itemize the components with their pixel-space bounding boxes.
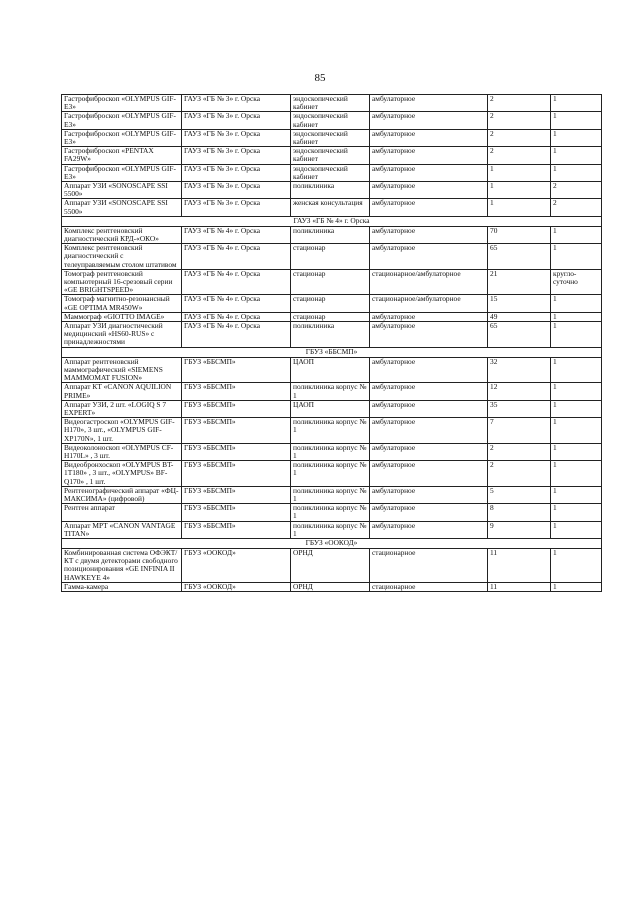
care-type-cell: стационарное/амбулаторное — [370, 295, 488, 312]
department-cell: эндоскопический кабинет — [291, 112, 370, 129]
organization-cell: ГАУЗ «ГБ № 3» г. Орска — [182, 182, 291, 199]
table-row — [62, 504, 602, 521]
department-cell: женская консультация — [291, 199, 370, 216]
equipment-name-cell: Аппарат УЗИ «SONOSCAPE SSI 5500» — [62, 182, 182, 199]
section-title: ГБУЗ «ООКОД» — [62, 538, 602, 548]
equipment-name-cell: Комплекс рентгеновский диагностический с телеуправляемым столом штативом — [62, 244, 182, 270]
organization-cell: ГБУЗ «ББСМП» — [182, 443, 291, 460]
department-cell: стационар — [291, 244, 370, 270]
table-row — [62, 461, 602, 487]
equipment-table — [61, 94, 602, 592]
equipment-name-cell: Томограф рентгеновский компьютерный 16-срезовый серии «GE BRIGHTSPEED» — [62, 269, 182, 295]
care-type-cell: амбулаторное — [370, 226, 488, 243]
equipment-name-cell: Гастрофиброскоп «OLYMPUS GIF-E3» — [62, 112, 182, 129]
equipment-name-cell: Видеогастроскоп «OLYMPUS GIF- H170», 3 шт., «OLYMPUS GIF- XP170N», 1 шт. — [62, 418, 182, 444]
care-type-cell: амбулаторное — [370, 521, 488, 538]
table-row — [62, 199, 602, 216]
section-header-row — [62, 216, 602, 226]
equipment-name-cell: Комбинированная система ОФЭКТ/КТ с двумя детекторами свободного позиционирования «GE INFINIA II HAWKEYE 4» — [62, 548, 182, 582]
equipment-name-cell: Видеобронхоскоп «OLYMPUS BT-1T180» , 3 шт., «OLYMPUS» BF-Q170» , 1 шт. — [62, 461, 182, 487]
organization-cell: ГБУЗ «ББСМП» — [182, 400, 291, 417]
table-row — [62, 418, 602, 444]
organization-cell: ГБУЗ «ББСМП» — [182, 486, 291, 503]
table-row — [62, 147, 602, 164]
care-type-cell: амбулаторное — [370, 112, 488, 129]
page-number: 85 — [314, 72, 326, 84]
table-row — [62, 269, 602, 295]
department-cell: поликлиника корпус № 1 — [291, 443, 370, 460]
care-type-cell: амбулаторное — [370, 199, 488, 216]
care-type-cell: амбулаторное — [370, 322, 488, 348]
department-cell: поликлиника корпус № 1 — [291, 521, 370, 538]
equipment-name-cell: Видеоколоноскоп «OLYMPUS CF- H170L» , 3 шт. — [62, 443, 182, 460]
load-cell: 2 — [488, 112, 551, 129]
load-cell: 32 — [488, 357, 551, 383]
organization-cell: ГАУЗ «ГБ № 3» г. Орска — [182, 164, 291, 181]
load-cell: 11 — [488, 582, 551, 591]
shifts-cell: 2 — [551, 182, 602, 199]
organization-cell: ГБУЗ «ББСМП» — [182, 521, 291, 538]
shifts-cell: 1 — [551, 357, 602, 383]
equipment-table-body — [62, 95, 602, 592]
table-row — [62, 164, 602, 181]
equipment-name-cell: Гастрофиброскоп «OLYMPUS GIF-E3» — [62, 129, 182, 146]
table-row — [62, 312, 602, 321]
shifts-cell: 1 — [551, 95, 602, 112]
shifts-cell: 1 — [551, 521, 602, 538]
load-cell: 1 — [488, 199, 551, 216]
care-type-cell: амбулаторное — [370, 461, 488, 487]
table-row — [62, 129, 602, 146]
shifts-cell: 1 — [551, 295, 602, 312]
load-cell: 5 — [488, 486, 551, 503]
department-cell: поликлиника корпус № 1 — [291, 418, 370, 444]
shifts-cell: 1 — [551, 164, 602, 181]
department-cell: поликлиника корпус № 1 — [291, 383, 370, 400]
section-header-row — [62, 347, 602, 357]
department-cell: эндоскопический кабинет — [291, 95, 370, 112]
care-type-cell: амбулаторное — [370, 400, 488, 417]
equipment-name-cell: Гастрофиброскоп «OLYMPUS GIF-E3» — [62, 164, 182, 181]
care-type-cell: амбулаторное — [370, 383, 488, 400]
table-row — [62, 182, 602, 199]
shifts-cell: 1 — [551, 486, 602, 503]
load-cell: 65 — [488, 244, 551, 270]
department-cell: ОРНД — [291, 582, 370, 591]
shifts-cell: 1 — [551, 322, 602, 348]
load-cell: 11 — [488, 548, 551, 582]
shifts-cell: 1 — [551, 461, 602, 487]
organization-cell: ГАУЗ «ГБ № 3» г. Орска — [182, 129, 291, 146]
shifts-cell: кругло-суточно — [551, 269, 602, 295]
shifts-cell: 1 — [551, 129, 602, 146]
care-type-cell: амбулаторное — [370, 443, 488, 460]
organization-cell: ГАУЗ «ГБ № 4» г. Орска — [182, 244, 291, 270]
organization-cell: ГБУЗ «ООКОД» — [182, 548, 291, 582]
department-cell: эндоскопический кабинет — [291, 147, 370, 164]
table-row — [62, 582, 602, 591]
department-cell: стационар — [291, 295, 370, 312]
load-cell: 35 — [488, 400, 551, 417]
shifts-cell: 1 — [551, 582, 602, 591]
table-row — [62, 226, 602, 243]
care-type-cell: стационарное/амбулаторное — [370, 269, 488, 295]
organization-cell: ГАУЗ «ГБ № 3» г. Орска — [182, 95, 291, 112]
load-cell: 2 — [488, 443, 551, 460]
care-type-cell: стационарное — [370, 582, 488, 591]
department-cell: поликлиника — [291, 226, 370, 243]
organization-cell: ГАУЗ «ГБ № 4» г. Орска — [182, 312, 291, 321]
equipment-name-cell: Гамма-камера — [62, 582, 182, 591]
shifts-cell: 1 — [551, 548, 602, 582]
shifts-cell: 1 — [551, 443, 602, 460]
department-cell: поликлиника корпус № 1 — [291, 504, 370, 521]
shifts-cell: 1 — [551, 312, 602, 321]
load-cell: 1 — [488, 182, 551, 199]
load-cell: 2 — [488, 461, 551, 487]
load-cell: 12 — [488, 383, 551, 400]
care-type-cell: амбулаторное — [370, 312, 488, 321]
load-cell: 21 — [488, 269, 551, 295]
care-type-cell: амбулаторное — [370, 164, 488, 181]
load-cell: 2 — [488, 147, 551, 164]
care-type-cell: амбулаторное — [370, 357, 488, 383]
equipment-name-cell: Аппарат МРТ «CANON VANTAGE TITAN» — [62, 521, 182, 538]
equipment-name-cell: Комплекс рентгеновский диагностический КРД-«ОКО» — [62, 226, 182, 243]
organization-cell: ГАУЗ «ГБ № 3» г. Орска — [182, 147, 291, 164]
load-cell: 8 — [488, 504, 551, 521]
table-row — [62, 400, 602, 417]
load-cell: 49 — [488, 312, 551, 321]
equipment-name-cell: Гастрофиброскоп «OLYMPUS GIF-E3» — [62, 95, 182, 112]
equipment-name-cell: Гастрофиброскоп «PENTAX FA29W» — [62, 147, 182, 164]
organization-cell: ГАУЗ «ГБ № 3» г. Орска — [182, 112, 291, 129]
table-row — [62, 95, 602, 112]
equipment-name-cell: Аппарат УЗИ «SONOSCAPE SSI 5500» — [62, 199, 182, 216]
department-cell: ЦАОП — [291, 400, 370, 417]
table-row — [62, 357, 602, 383]
table-row — [62, 112, 602, 129]
table-row — [62, 486, 602, 503]
equipment-name-cell: Аппарат УЗИ, 2 шт. «LOGIQ S 7 EXPERT» — [62, 400, 182, 417]
shifts-cell: 1 — [551, 400, 602, 417]
organization-cell: ГАУЗ «ГБ № 4» г. Орска — [182, 269, 291, 295]
organization-cell: ГАУЗ «ГБ № 4» г. Орска — [182, 226, 291, 243]
shifts-cell: 1 — [551, 112, 602, 129]
department-cell: поликлиника корпус № 1 — [291, 461, 370, 487]
care-type-cell: амбулаторное — [370, 244, 488, 270]
load-cell: 7 — [488, 418, 551, 444]
load-cell: 1 — [488, 164, 551, 181]
section-header-row — [62, 538, 602, 548]
organization-cell: ГАУЗ «ГБ № 3» г. Орска — [182, 199, 291, 216]
organization-cell: ГБУЗ «ББСМП» — [182, 418, 291, 444]
department-cell: стационар — [291, 269, 370, 295]
organization-cell: ГБУЗ «ББСМП» — [182, 461, 291, 487]
shifts-cell: 1 — [551, 383, 602, 400]
equipment-name-cell: Томограф магнитно-резонансный «GE OPTIMA MR450W» — [62, 295, 182, 312]
load-cell: 70 — [488, 226, 551, 243]
equipment-name-cell: Рентгенографический аппарат «ФЦ-МАКСИМА» (цифровой) — [62, 486, 182, 503]
load-cell: 9 — [488, 521, 551, 538]
care-type-cell: амбулаторное — [370, 95, 488, 112]
department-cell: ОРНД — [291, 548, 370, 582]
table-row — [62, 322, 602, 348]
table-row — [62, 548, 602, 582]
load-cell: 2 — [488, 95, 551, 112]
organization-cell: ГБУЗ «ББСМП» — [182, 504, 291, 521]
care-type-cell: амбулаторное — [370, 147, 488, 164]
care-type-cell: амбулаторное — [370, 418, 488, 444]
care-type-cell: амбулаторное — [370, 182, 488, 199]
shifts-cell: 1 — [551, 147, 602, 164]
equipment-name-cell: Маммограф «GIOTTO IMAGE» — [62, 312, 182, 321]
table-row — [62, 244, 602, 270]
shifts-cell: 1 — [551, 226, 602, 243]
department-cell: поликлиника — [291, 322, 370, 348]
load-cell: 65 — [488, 322, 551, 348]
organization-cell: ГАУЗ «ГБ № 4» г. Орска — [182, 295, 291, 312]
shifts-cell: 1 — [551, 244, 602, 270]
organization-cell: ГБУЗ «ООКОД» — [182, 582, 291, 591]
care-type-cell: амбулаторное — [370, 486, 488, 503]
shifts-cell: 1 — [551, 418, 602, 444]
care-type-cell: стационарное — [370, 548, 488, 582]
care-type-cell: амбулаторное — [370, 129, 488, 146]
department-cell: поликлиника корпус № 1 — [291, 486, 370, 503]
equipment-name-cell: Аппарат УЗИ диагностический медицинский «HS60-RUS» с принадлежностями — [62, 322, 182, 348]
table-row — [62, 295, 602, 312]
table-row — [62, 521, 602, 538]
equipment-name-cell: Аппарат рентгеновский маммографический «SIEMENS MAMMOMAT FUSION» — [62, 357, 182, 383]
care-type-cell: амбулаторное — [370, 504, 488, 521]
department-cell: ЦАОП — [291, 357, 370, 383]
organization-cell: ГБУЗ «ББСМП» — [182, 383, 291, 400]
department-cell: эндоскопический кабинет — [291, 164, 370, 181]
equipment-name-cell: Аппарат КТ «CANON AQUILION PRIME» — [62, 383, 182, 400]
department-cell: поликлиника — [291, 182, 370, 199]
section-title: ГБУЗ «ББСМП» — [62, 347, 602, 357]
department-cell: стационар — [291, 312, 370, 321]
table-row — [62, 383, 602, 400]
table-row — [62, 443, 602, 460]
equipment-name-cell: Рентген аппарат — [62, 504, 182, 521]
shifts-cell: 2 — [551, 199, 602, 216]
organization-cell: ГАУЗ «ГБ № 4» г. Орска — [182, 322, 291, 348]
section-title: ГАУЗ «ГБ № 4» г. Орска — [62, 216, 602, 226]
shifts-cell: 1 — [551, 504, 602, 521]
department-cell: эндоскопический кабинет — [291, 129, 370, 146]
load-cell: 2 — [488, 129, 551, 146]
organization-cell: ГБУЗ «ББСМП» — [182, 357, 291, 383]
load-cell: 15 — [488, 295, 551, 312]
